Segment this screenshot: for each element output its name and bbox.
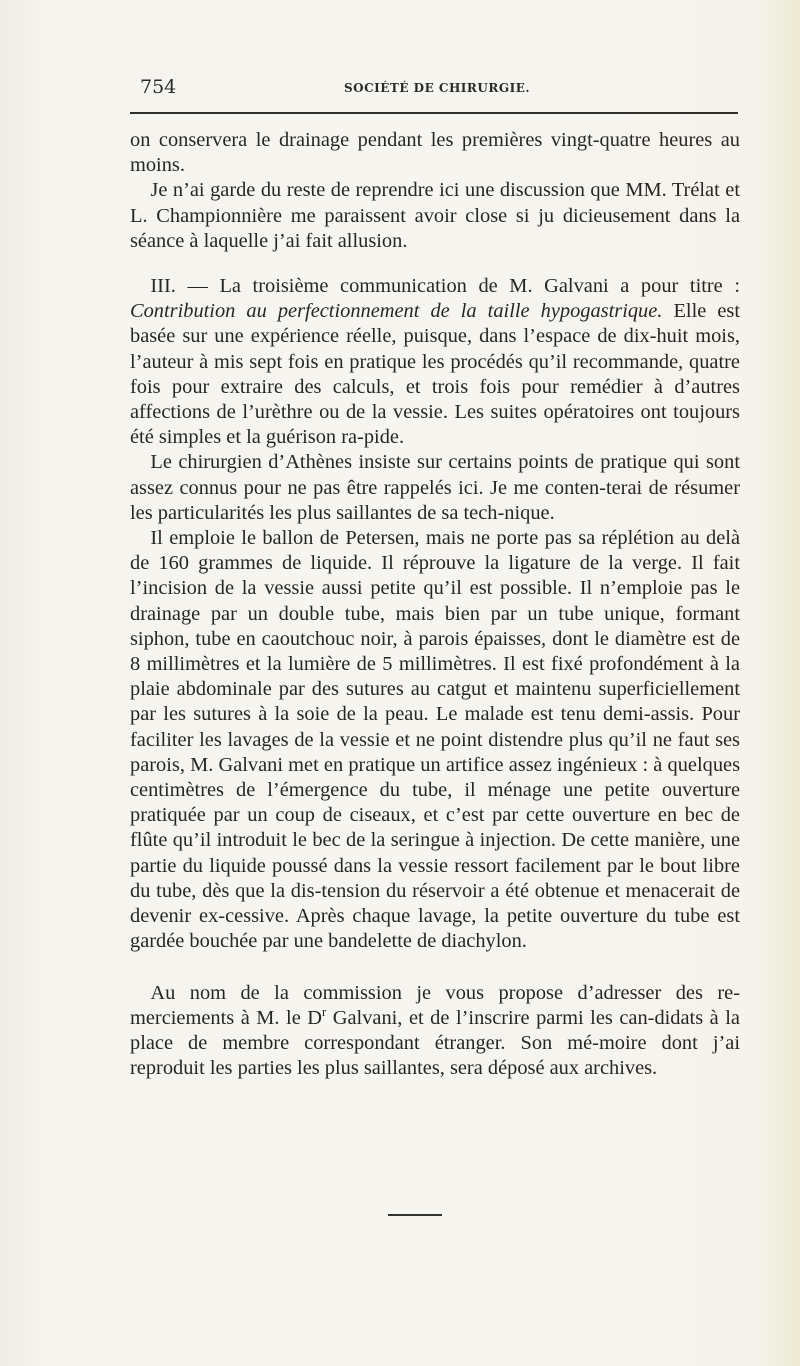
body-text — [130, 128, 740, 1081]
running-head: SOCIÉTÉ DE CHIRURGIE. — [344, 81, 531, 95]
end-rule — [388, 1214, 442, 1216]
paragraph-surgeon: Le chirurgien d’Athènes insiste sur certains points de pratique qui sont assez connus pour ne pas être rappelés ici. Je me conten-terai de résumer les particularités les plus saillantes de sa tech-nique. — [130, 451, 740, 524]
work-title: Contribution au perfectionnement de la taille hypogastrique. — [130, 300, 663, 323]
page-number: 754 — [140, 76, 177, 98]
conclusion-part-b: Galvani, et de l’inscrire parmi les can-didats à la place de membre correspondant étranger. Son mé-moire dont j’ai reproduit les parties les plus saillantes, sera déposé aux archives. — [130, 1006, 740, 1080]
paragraph-technique: Il emploie le ballon de Petersen, mais ne porte pas sa réplétion au delà de 160 grammes de liquide. Il réprouve la ligature de la verge. Il fait l’incision de la vessie aussi petite qu’il est possible. Il n’emploie pas le drainage par un double tube, mais bien par un tube unique, formant siphon, tube en caoutchouc noir, à parois épaisses, dont le diamètre est de 8 millimètres et la lumière de 5 millimètres. Il est fixé profondément à la plaie abdominale par des sutures au catgut et maintenu superficiellement par les sutures à la soie de la peau. Le malade est tenu demi-assis. Pour faciliter les lavages de la vessie et ne point distendre plus qu’il ne faut ses parois, M. Galvani met en pratique un artifice assez ingénieux : à quelques centimètres de l’émergence du tube, il ménage une petite ouverture pratiquée par un coup de ciseaux, et c’est par cette ouverture en bec de flûte qu’il introduit le bec de la seringue à injection. De cette manière, une partie du liquide poussé dans la vessie ressort facilement par le bout libre du tube, dès que la dis-tension du réservoir a été obtenue et menacerait de devenir ex-cessive. Après chaque lavage, la petite ouverture du tube est gardée bouchée par une bandelette de diachylon. — [130, 527, 740, 953]
paragraph-continuation: on conservera le drainage pendant les premières vingt-quatre heures au moins. — [130, 129, 740, 177]
paragraph-rest: Elle est basée sur une expérience réelle, puisque, dans l’espace de dix-huit mois, l’auteur à mis sept fois en pratique les procédés qu’il recommande, quatre fois pour extraire des calculs, et trois fois pour remédier à d’autres affections de l’urèthre ou de la vessie. Les suites opératoires ont toujours été simples et la guérison ra-pide. — [130, 300, 740, 449]
doctor-superscript: r — [322, 1004, 327, 1019]
paragraph-discussion: Je n’ai garde du reste de reprendre ici une discussion que MM. Trélat et L. Championnière me paraissent avoir close si ju dicieusement dans la séance à laquelle j’ai fait allusion. — [130, 179, 740, 252]
paragraph-third-communication — [130, 274, 740, 450]
page-header — [134, 76, 736, 102]
conclusion-part-a: Au nom de la commission je vous propose d’adresser des re-merciements à M. le D — [130, 981, 740, 1029]
header-rule — [130, 112, 738, 114]
paragraph-lead: III. — La troisième communication de M. Galvani a pour titre : — [150, 275, 740, 298]
paragraph-conclusion — [130, 981, 740, 1082]
